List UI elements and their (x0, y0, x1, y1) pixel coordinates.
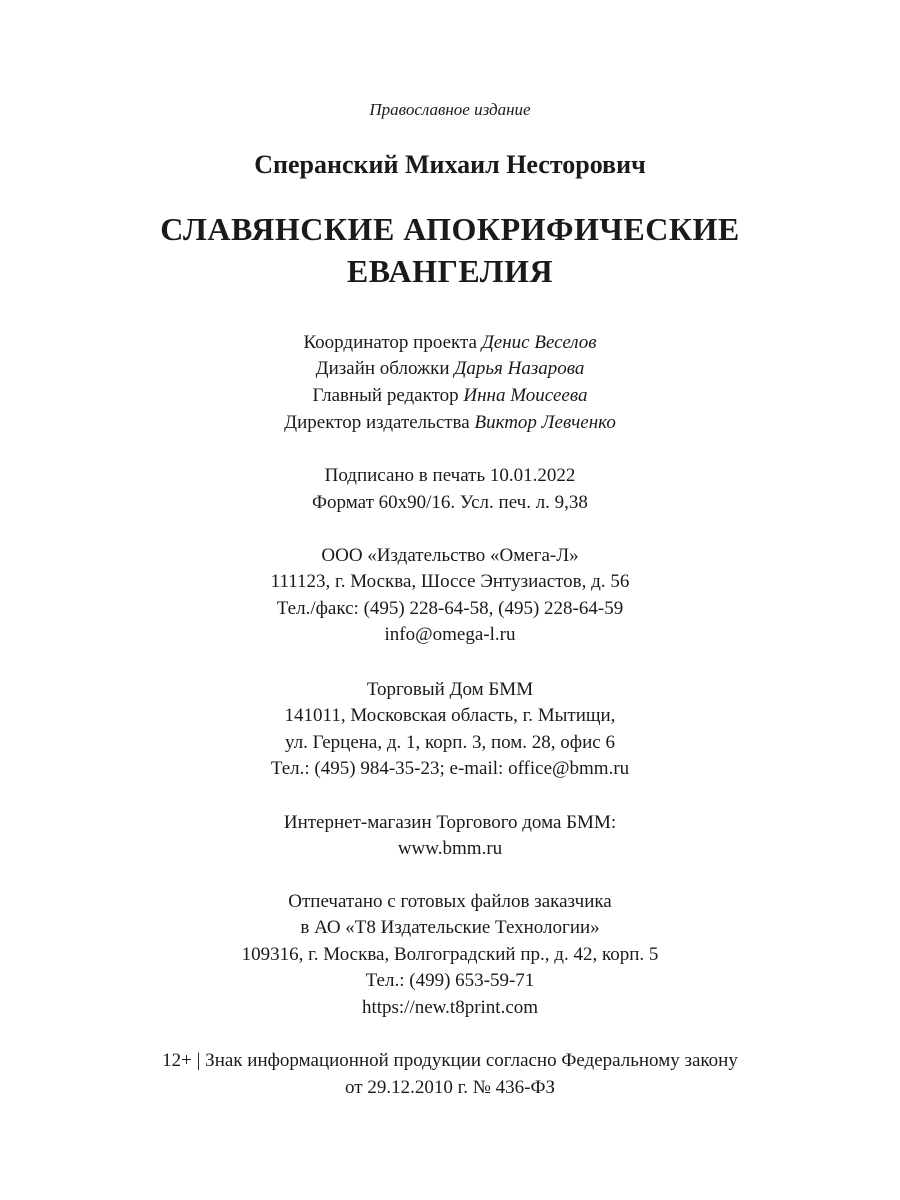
publisher-email: info@omega-l.ru (384, 624, 516, 645)
credit-director (0, 410, 900, 436)
trade-house-name: Торговый Дом БММ (366, 679, 534, 700)
series-label: Православное издание (369, 100, 531, 119)
credit-person: Инна Моисеева (463, 385, 588, 406)
credit-coordinator (0, 330, 900, 356)
trade-house-address-2: ул. Герцена, д. 1, корп. 3, пом. 28, офис 6 (285, 732, 615, 753)
printer-address: 109316, г. Москва, Волгоградский пр., д. 42, корп. 5 (241, 944, 659, 965)
credit-cover-design (0, 356, 900, 382)
credit-person: Денис Веселов (481, 332, 597, 353)
book-title-line-2: ЕВАНГЕЛИЯ (346, 253, 554, 289)
credit-role: Директор издательства (284, 412, 470, 433)
age-rating-notice: 12+ | Знак информационной продукции согласно Федеральному закону (162, 1050, 738, 1071)
age-rating-law: от 29.12.2010 г. № 436-ФЗ (345, 1077, 555, 1098)
online-shop-url: www.bmm.ru (397, 838, 503, 859)
online-shop-label: Интернет-магазин Торгового дома БММ: (283, 812, 617, 833)
printer-line-2: в АО «Т8 Издательские Технологии» (300, 917, 600, 938)
credit-role: Дизайн обложки (315, 358, 450, 379)
author-name: Сперанский Михаил Несторович (254, 150, 646, 179)
publisher-name: ООО «Издательство «Омега-Л» (321, 545, 579, 566)
printer-phone: Тел.: (499) 653-59-71 (365, 970, 535, 991)
credit-role: Координатор проекта (303, 332, 477, 353)
credit-person: Виктор Левченко (474, 412, 616, 433)
trade-house-contacts: Тел.: (495) 984-35-23; e-mail: office@bmm.ru (270, 758, 630, 779)
credit-person: Дарья Назарова (454, 358, 585, 379)
credit-chief-editor (0, 383, 900, 409)
printer-url: https://new.t8print.com (361, 997, 539, 1018)
credit-role: Главный редактор (312, 385, 459, 406)
publisher-address: 111123, г. Москва, Шоссе Энтузиастов, д. 56 (270, 571, 630, 592)
trade-house-address-1: 141011, Московская область, г. Мытищи, (284, 705, 616, 726)
book-title-line-1: СЛАВЯНСКИЕ АПОКРИФИЧЕСКИЕ (160, 211, 740, 247)
print-signed-date: Подписано в печать 10.01.2022 (324, 465, 576, 486)
publisher-phone: Тел./факс: (495) 228-64-58, (495) 228-64-59 (276, 598, 624, 619)
print-format: Формат 60x90/16. Усл. печ. л. 9,38 (312, 492, 588, 513)
printer-line-1: Отпечатано с готовых файлов заказчика (288, 891, 612, 912)
